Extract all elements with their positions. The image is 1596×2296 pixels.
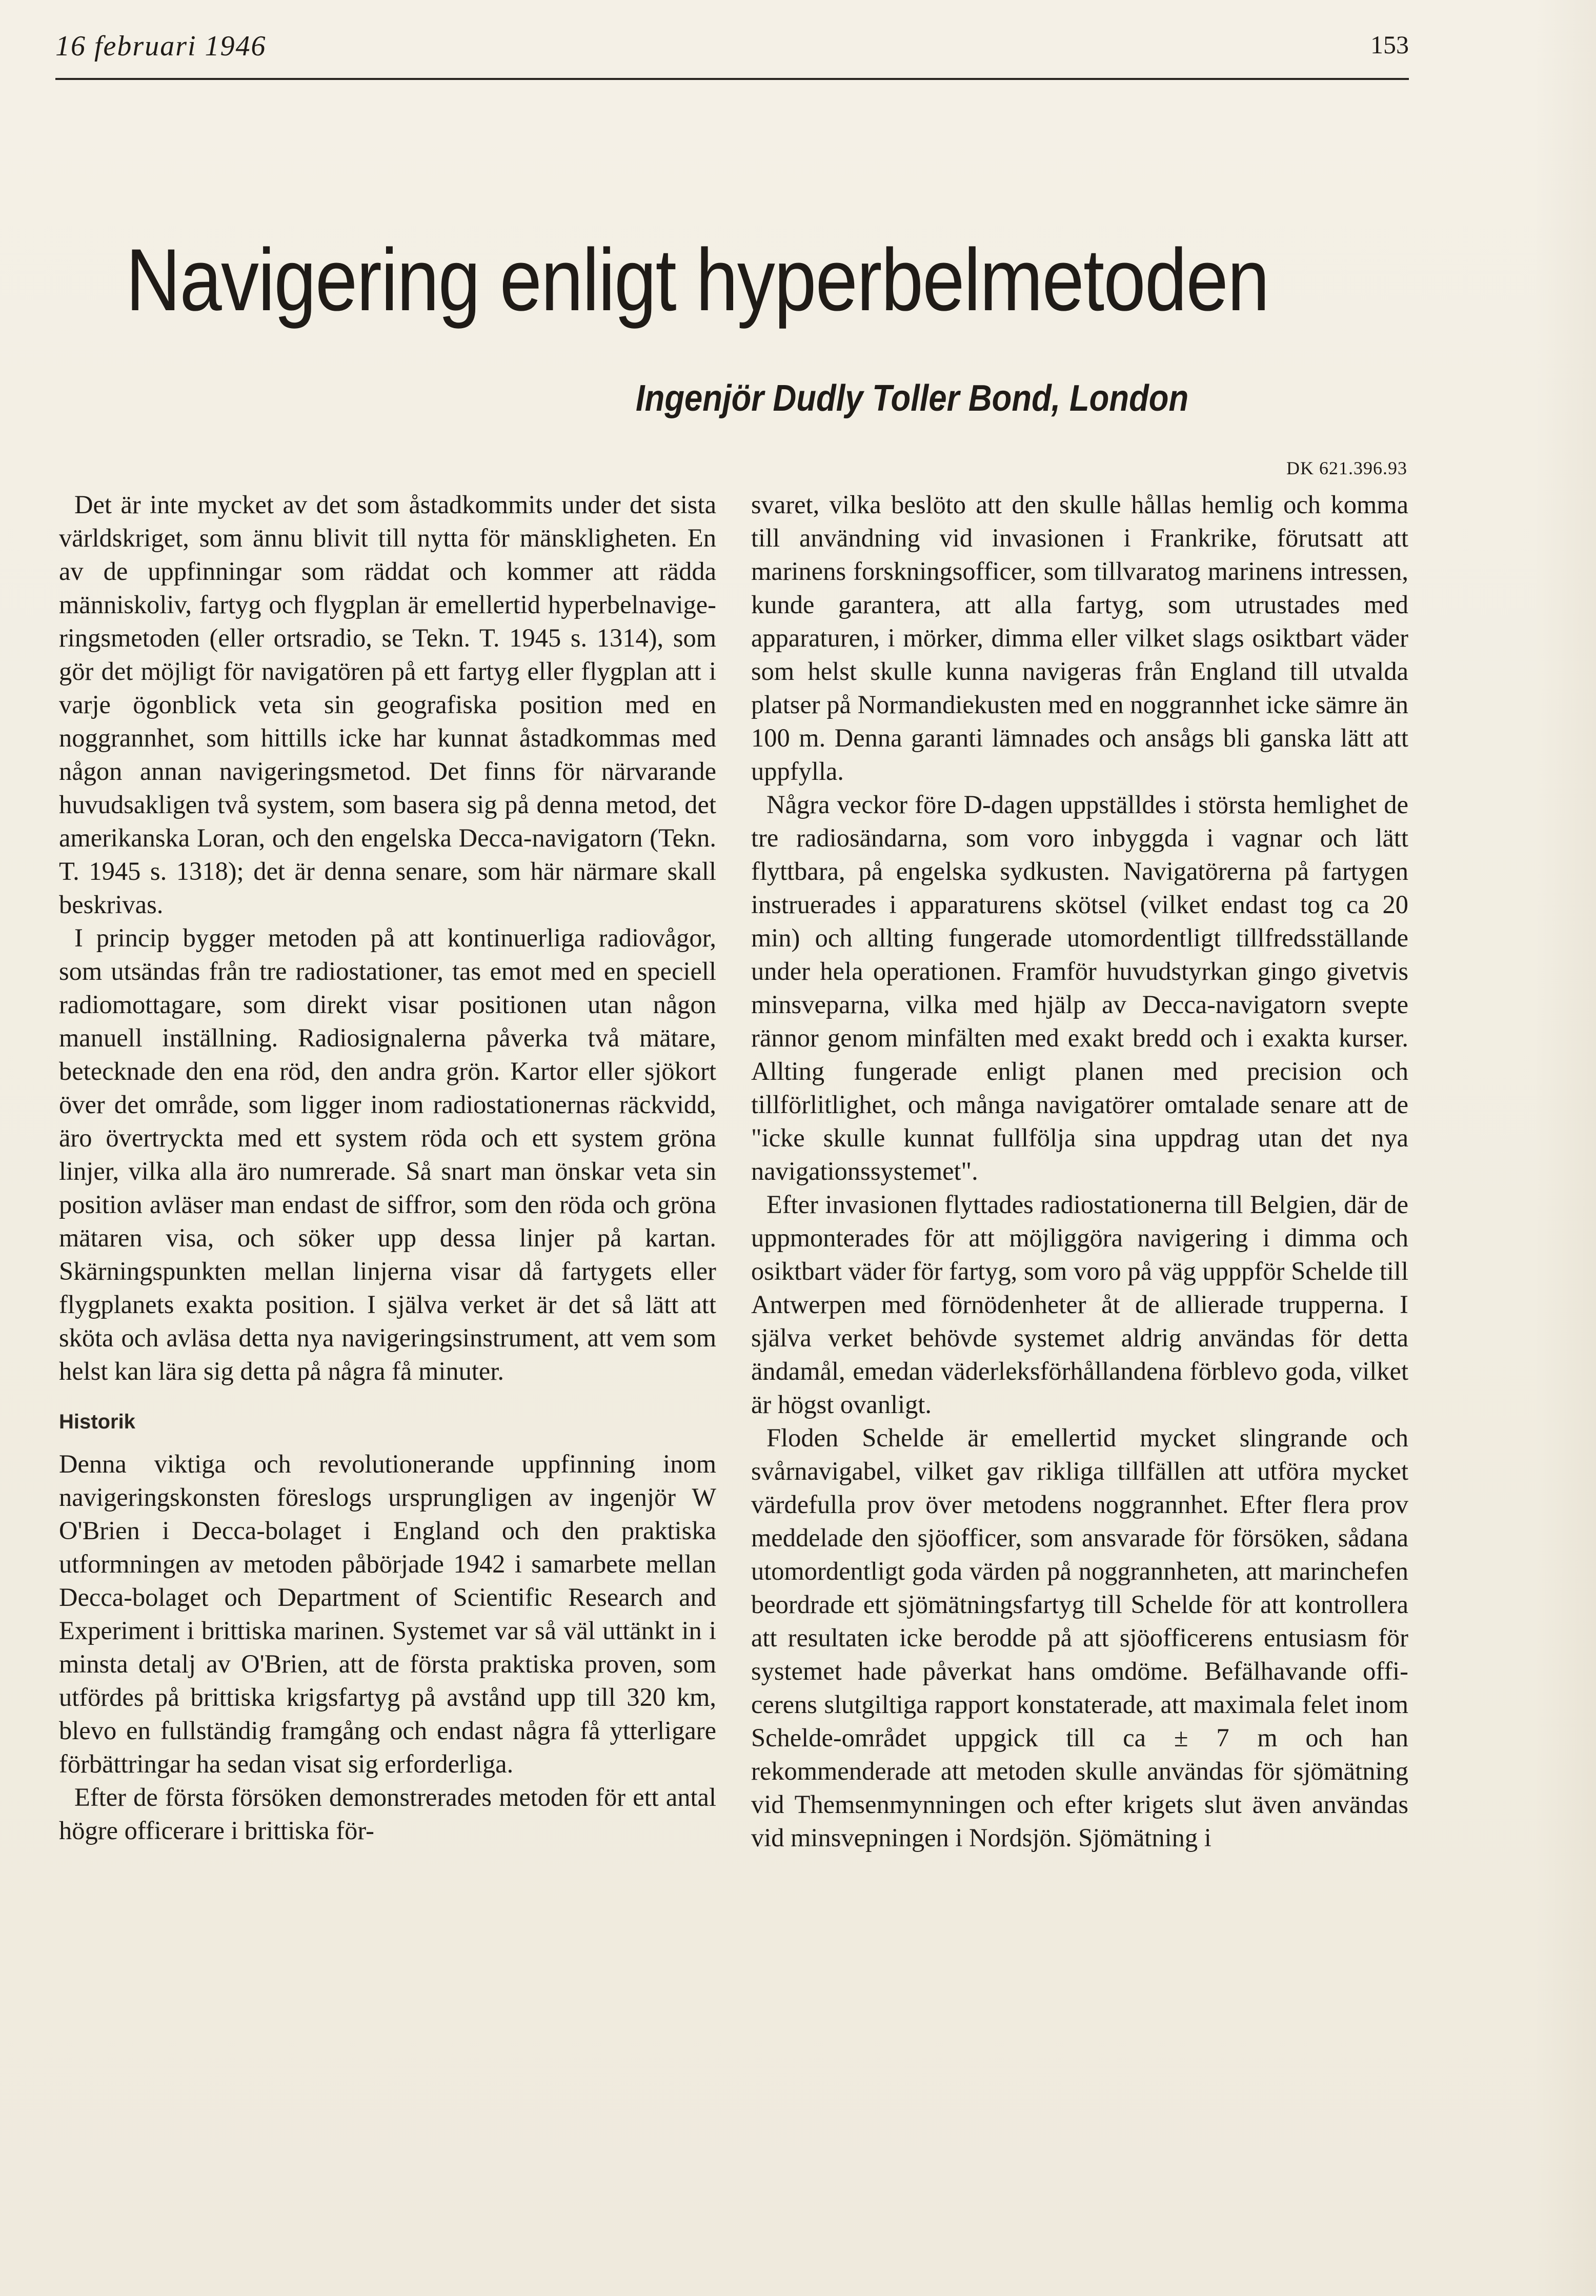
article-author: Ingenjör Dudly Toller Bond, London: [635, 378, 1188, 419]
paragraph: Denna viktiga och revolutionerande uppfinning inom navigeringskonsten föreslogs ursprungligen av ingenjör W O'Brien i Decca-bolaget i England och den praktiska utformningen av metoden påbörjade 1942 i samarbete mellan Decca-bolaget och Department of Scientific Research and Experiment i brittiska marinen. Systemet var så väl uttänkt in i minsta detalj av O'Brien, att de första praktiska proven, som utfördes på brittiska krigsfartyg på avstånd upp till 320 km, blevo en fullständig framgång och endast några få ytterligare förbättringar ha sedan visat sig erforderliga.: [59, 1449, 716, 1778]
page-number: 153: [1370, 30, 1409, 59]
section-heading-historik: Historik: [59, 1411, 135, 1433]
header-rule: [55, 78, 1409, 80]
page-edge-shading: [1534, 0, 1596, 2296]
running-header: [55, 27, 1409, 73]
paragraph: I princip bygger metoden på att kontinuerliga radiovågor, som utsändas från tre radiostationer, tas emot med en speciell radiomottagare, som direkt visar positionen utan någon manuell inställning. Radiosignalerna påverka två mätare, betecknade den ena röd, den andra grön. Kartor eller sjökort över det område, som ligger inom radiostationernas räckvidd, äro övertryckta med ett system röda och ett system gröna linjer, vilka alla äro numrerade. Så snart man önskar veta sin position avläser man endast de siffror, som den röda och gröna mätaren visa, och söker upp dessa linjer på kartan. Skärningspunkten mellan linjerna visar då fartygets eller flygplanets exakta position. I själva verket är det så lätt att sköta och avläsa detta nya navigeringsinstrument, att vem som helst kan lära sig detta på några få minuter.: [59, 923, 716, 1385]
left-column: [59, 488, 716, 1847]
paragraph: Det är inte mycket av det som åstadkommits under det sista världskriget, som ännu blivit till nytta för mänskligheten. En av de uppfinningar som räddat och kommer att rädda människoliv, fartyg och flygplan är emellertid hyperbelnavigeringsmetoden (eller ortsradio, se Tekn. T. 1945 s. 1314), som gör det möjligt för navigatören på ett fartyg eller flygplan att i varje ögonblick veta sin geografiska position med en noggrannhet, som hittills icke har kunnat åstadkommas med någon annan navigeringsmetod. Det finns för närvarande huvudsakligen två system, som basera sig på denna metod, det amerikanska Loran, och den engelska Decca-navigatorn (Tekn. T. 1945 s. 1318); det är denna senare, som här närmare skall beskrivas.: [59, 490, 716, 919]
paragraph: Efter de första försöken demonstrerades metoden för ett antal högre officerare i brittiska för-: [59, 1783, 716, 1845]
right-column: [751, 488, 1408, 1855]
issue-date: 16 februari 1946: [55, 30, 267, 62]
paragraph: svaret, vilka beslöto att den skulle hållas hemlig och komma till användning vid invasionen i Frankrike, förutsatt att marinens forskningsofficer, som tillvaratog marinens intressen, kunde garantera, att alla fartyg, som utrustades med apparaturen, i mörker, dimma eller vilket slags osiktbart väder som helst skulle kunna navigeras från England till utvalda platser på Normandiekusten med en noggrannhet icke sämre än 100 m. Denna garanti lämnades och ansågs bli ganska lätt att uppfylla.: [751, 490, 1408, 786]
article-title: Navigering enligt hyperbelmetoden: [126, 231, 1269, 329]
paragraph: Efter invasionen flyttades radiostationerna till Belgien, där de uppmonterades för att möjliggöra navigering i dimma och osiktbart väder för fartyg, som voro på väg upppför Schelde till Antwerpen med förnödenheter åt de allierade trupperna. I själva verket behövde systemet aldrig användas för detta ändamål, emedan väderleksförhållandena förblevo goda, vilket är högst ovanligt.: [751, 1190, 1408, 1419]
paragraph: Floden Schelde är emellertid mycket slingrande och svårnavigabel, vilket gav rikliga tillfällen att utföra mycket värdefulla prov över metodens noggrannhet. Efter flera prov meddelade den sjöofficer, som ansvarade för försöken, sådana utomordentligt goda värden på noggrannheten, att marinchefen beordrade ett sjömätningsfartyg till Schelde för att kontrollera att resultaten icke berodde på att sjöofficerens entusiasm för systemet hade påverkat hans omdöme. Befälhavande officerens slutgiltiga rapport konstaterade, att maximala felet inom Schelde-området uppgick till ca ± 7 m och han rekommenderade att metoden skulle användas för sjömätning vid Themsenmynningen och efter krigets slut även användas vid minsvepningen i Nordsjön. Sjömätning i: [751, 1423, 1408, 1852]
paragraph: Några veckor före D-dagen uppställdes i största hemlighet de tre radiosändarna, som voro inbyggda i vagnar och lätt flyttbara, på engelska sydkusten. Navigatörerna på fartygen instruerades i apparaturens skötsel (vilket endast tog ca 20 min) och allting fungerade utomordentligt tillfredsställande under hela operationen. Framför huvudstyrkan gingo givetvis minsveparna, vilka med hjälp av Decca-navigatorn svepte rännor genom minfälten med exakt bredd och i exakta kurser. Allting fungerade enligt planen med precision och tillförlitlighet, och många navigatörer omtalade senare att de "icke skulle kunnat fullfölja sina uppdrag utan det nya navigationssystemet".: [751, 790, 1408, 1185]
dk-classification-code: DK 621.396.93: [1286, 458, 1407, 478]
